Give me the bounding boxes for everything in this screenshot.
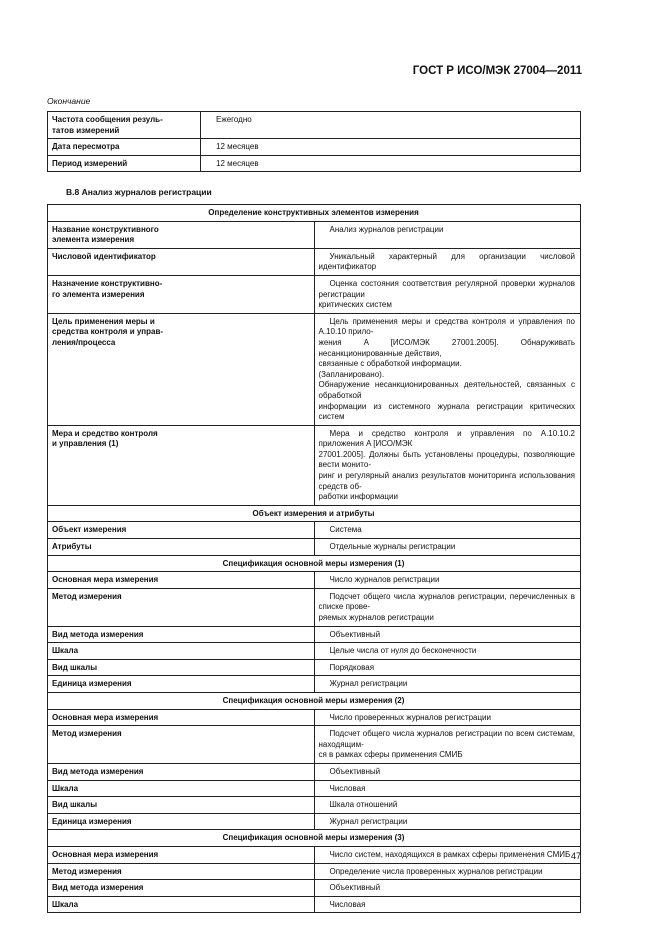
parameter-value-cell: Число систем, находящихся в рамках сферы применения СМИБ — [314, 846, 581, 863]
table-row — [48, 626, 581, 643]
table-row — [48, 797, 581, 814]
table-row — [48, 643, 581, 660]
parameter-name-cell: Вид метода измерения — [48, 763, 315, 780]
table-row — [48, 221, 581, 248]
parameter-name-cell: Шкала — [48, 780, 315, 797]
table-row — [48, 726, 581, 764]
parameter-value-cell: Отдельные журналы регистрации — [314, 539, 581, 556]
table-row — [48, 275, 581, 313]
parameter-value-cell: Оценка состояния соответствия регулярной проверки журналов регистрации критических систем — [314, 275, 581, 313]
table-row — [48, 813, 581, 830]
parameter-value-cell: Ежегодно — [201, 112, 581, 139]
table-row — [48, 588, 581, 626]
table-row — [48, 539, 581, 556]
table-section-row — [48, 205, 581, 222]
parameter-name-cell: Основная мера измерения — [48, 846, 315, 863]
parameter-name-cell: Метод измерения — [48, 726, 315, 764]
table-row — [48, 659, 581, 676]
continuation-label: Окончание — [47, 96, 91, 106]
table-row — [48, 572, 581, 589]
document-header: ГОСТ Р ИСО/МЭК 27004—2011 — [412, 65, 582, 77]
main-table — [47, 204, 581, 913]
parameter-value-cell: Журнал регистрации — [314, 676, 581, 693]
parameter-name-cell: Единица измерения — [48, 813, 315, 830]
table-row — [48, 763, 581, 780]
parameter-name-cell: Метод измерения — [48, 863, 315, 880]
parameter-name-cell: Основная мера измерения — [48, 572, 315, 589]
parameter-value-cell: Система — [314, 522, 581, 539]
table-row — [48, 522, 581, 539]
parameter-name-cell: Шкала — [48, 643, 315, 660]
parameter-name-cell: Единица измерения — [48, 676, 315, 693]
table-row — [48, 846, 581, 863]
table-row — [48, 313, 581, 425]
table-section-row — [48, 505, 581, 522]
table-section-row — [48, 830, 581, 847]
section-heading-cell: Спецификация основной меры измерения (2) — [48, 692, 581, 709]
table-row — [48, 248, 581, 275]
parameter-value-cell: Уникальный характерный для организации числовой идентификатор — [314, 248, 581, 275]
parameter-value-cell: 12 месяцев — [201, 155, 581, 172]
parameter-value-cell: Объективный — [314, 763, 581, 780]
parameter-name-cell: Атрибуты — [48, 539, 315, 556]
parameter-name-cell: Вид шкалы — [48, 797, 315, 814]
table-row — [48, 780, 581, 797]
table-section-row — [48, 555, 581, 572]
parameter-value-cell: Определение числа проверенных журналов регистрации — [314, 863, 581, 880]
parameter-name-cell: Основная мера измерения — [48, 709, 315, 726]
parameter-name-cell: Вид метода измерения — [48, 626, 315, 643]
parameter-name-cell: Числовой идентификатор — [48, 248, 315, 275]
parameter-value-cell: Журнал регистрации — [314, 813, 581, 830]
table-row — [48, 896, 581, 913]
parameter-value-cell: Подсчет общего числа журналов регистрации по всем системам, находящим- ся в рамках сферы применения СМИБ — [314, 726, 581, 764]
table-row — [48, 676, 581, 693]
parameter-value-cell: Объективный — [314, 880, 581, 897]
table-row — [48, 425, 581, 505]
parameter-value-cell: Порядковая — [314, 659, 581, 676]
parameter-name-cell: Назначение конструктивно- го элемента измерения — [48, 275, 315, 313]
parameter-name-cell: Цель применения меры и средства контроля и управ- ления/процесса — [48, 313, 315, 425]
parameter-name-cell: Вид метода измерения — [48, 880, 315, 897]
parameter-value-cell: Объективный — [314, 626, 581, 643]
table-section-row — [48, 692, 581, 709]
table-row — [48, 155, 581, 172]
table-row — [48, 139, 581, 156]
section-heading-cell: Определение конструктивных элементов измерения — [48, 205, 581, 222]
section-heading-cell: Объект измерения и атрибуты — [48, 505, 581, 522]
parameter-value-cell: Число журналов регистрации — [314, 572, 581, 589]
parameter-name-cell: Метод измерения — [48, 588, 315, 626]
parameter-value-cell: 12 месяцев — [201, 139, 581, 156]
table-row — [48, 863, 581, 880]
parameter-name-cell: Частота сообщения резуль- татов измерений — [48, 112, 201, 139]
section-title: B.8 Анализ журналов регистрации — [66, 187, 212, 197]
parameter-value-cell: Анализ журналов регистрации — [314, 221, 581, 248]
parameter-name-cell: Вид шкалы — [48, 659, 315, 676]
parameter-value-cell: Подсчет общего числа журналов регистрации, перечисленных в списке прове- ряемых журналов регистрации — [314, 588, 581, 626]
parameter-value-cell: Числовая — [314, 780, 581, 797]
parameter-value-cell: Шкала отношений — [314, 797, 581, 814]
parameter-name-cell: Мера и средство контроля и управления (1) — [48, 425, 315, 505]
parameter-name-cell: Дата пересмотра — [48, 139, 201, 156]
parameter-name-cell: Объект измерения — [48, 522, 315, 539]
parameter-name-cell: Шкала — [48, 896, 315, 913]
table-row — [48, 880, 581, 897]
parameter-name-cell: Период измерений — [48, 155, 201, 172]
parameter-value-cell: Целые числа от нуля до бесконечности — [314, 643, 581, 660]
parameter-value-cell: Числовая — [314, 896, 581, 913]
top-table — [47, 111, 581, 172]
page-number: 47 — [570, 851, 581, 861]
section-heading-cell: Спецификация основной меры измерения (1) — [48, 555, 581, 572]
table-row — [48, 709, 581, 726]
parameter-value-cell: Мера и средство контроля и управления по A.10.10.2 приложения A [ИСО/МЭК 27001.2005]. Должны быть установлены процедуры, позволяющие вести монито- ринг и регулярный анализ результатов мониторинга использования средств об- работки информации — [314, 425, 581, 505]
parameter-value-cell: Цель применения меры и средства контроля и управления по A.10.10 прило- жения A [ИСО/МЭК 27001.2005]. Обнаруживать несанкционированные действия, связанные с обработкой информации. (Запланировано). Обнаружение несанкционированных деятельностей, связанных с обработкой информации из системного журнала регистрации критических систем — [314, 313, 581, 425]
parameter-name-cell: Название конструктивного элемента измерения — [48, 221, 315, 248]
parameter-value-cell: Число проверенных журналов регистрации — [314, 709, 581, 726]
section-heading-cell: Спецификация основной меры измерения (3) — [48, 830, 581, 847]
table-row — [48, 112, 581, 139]
